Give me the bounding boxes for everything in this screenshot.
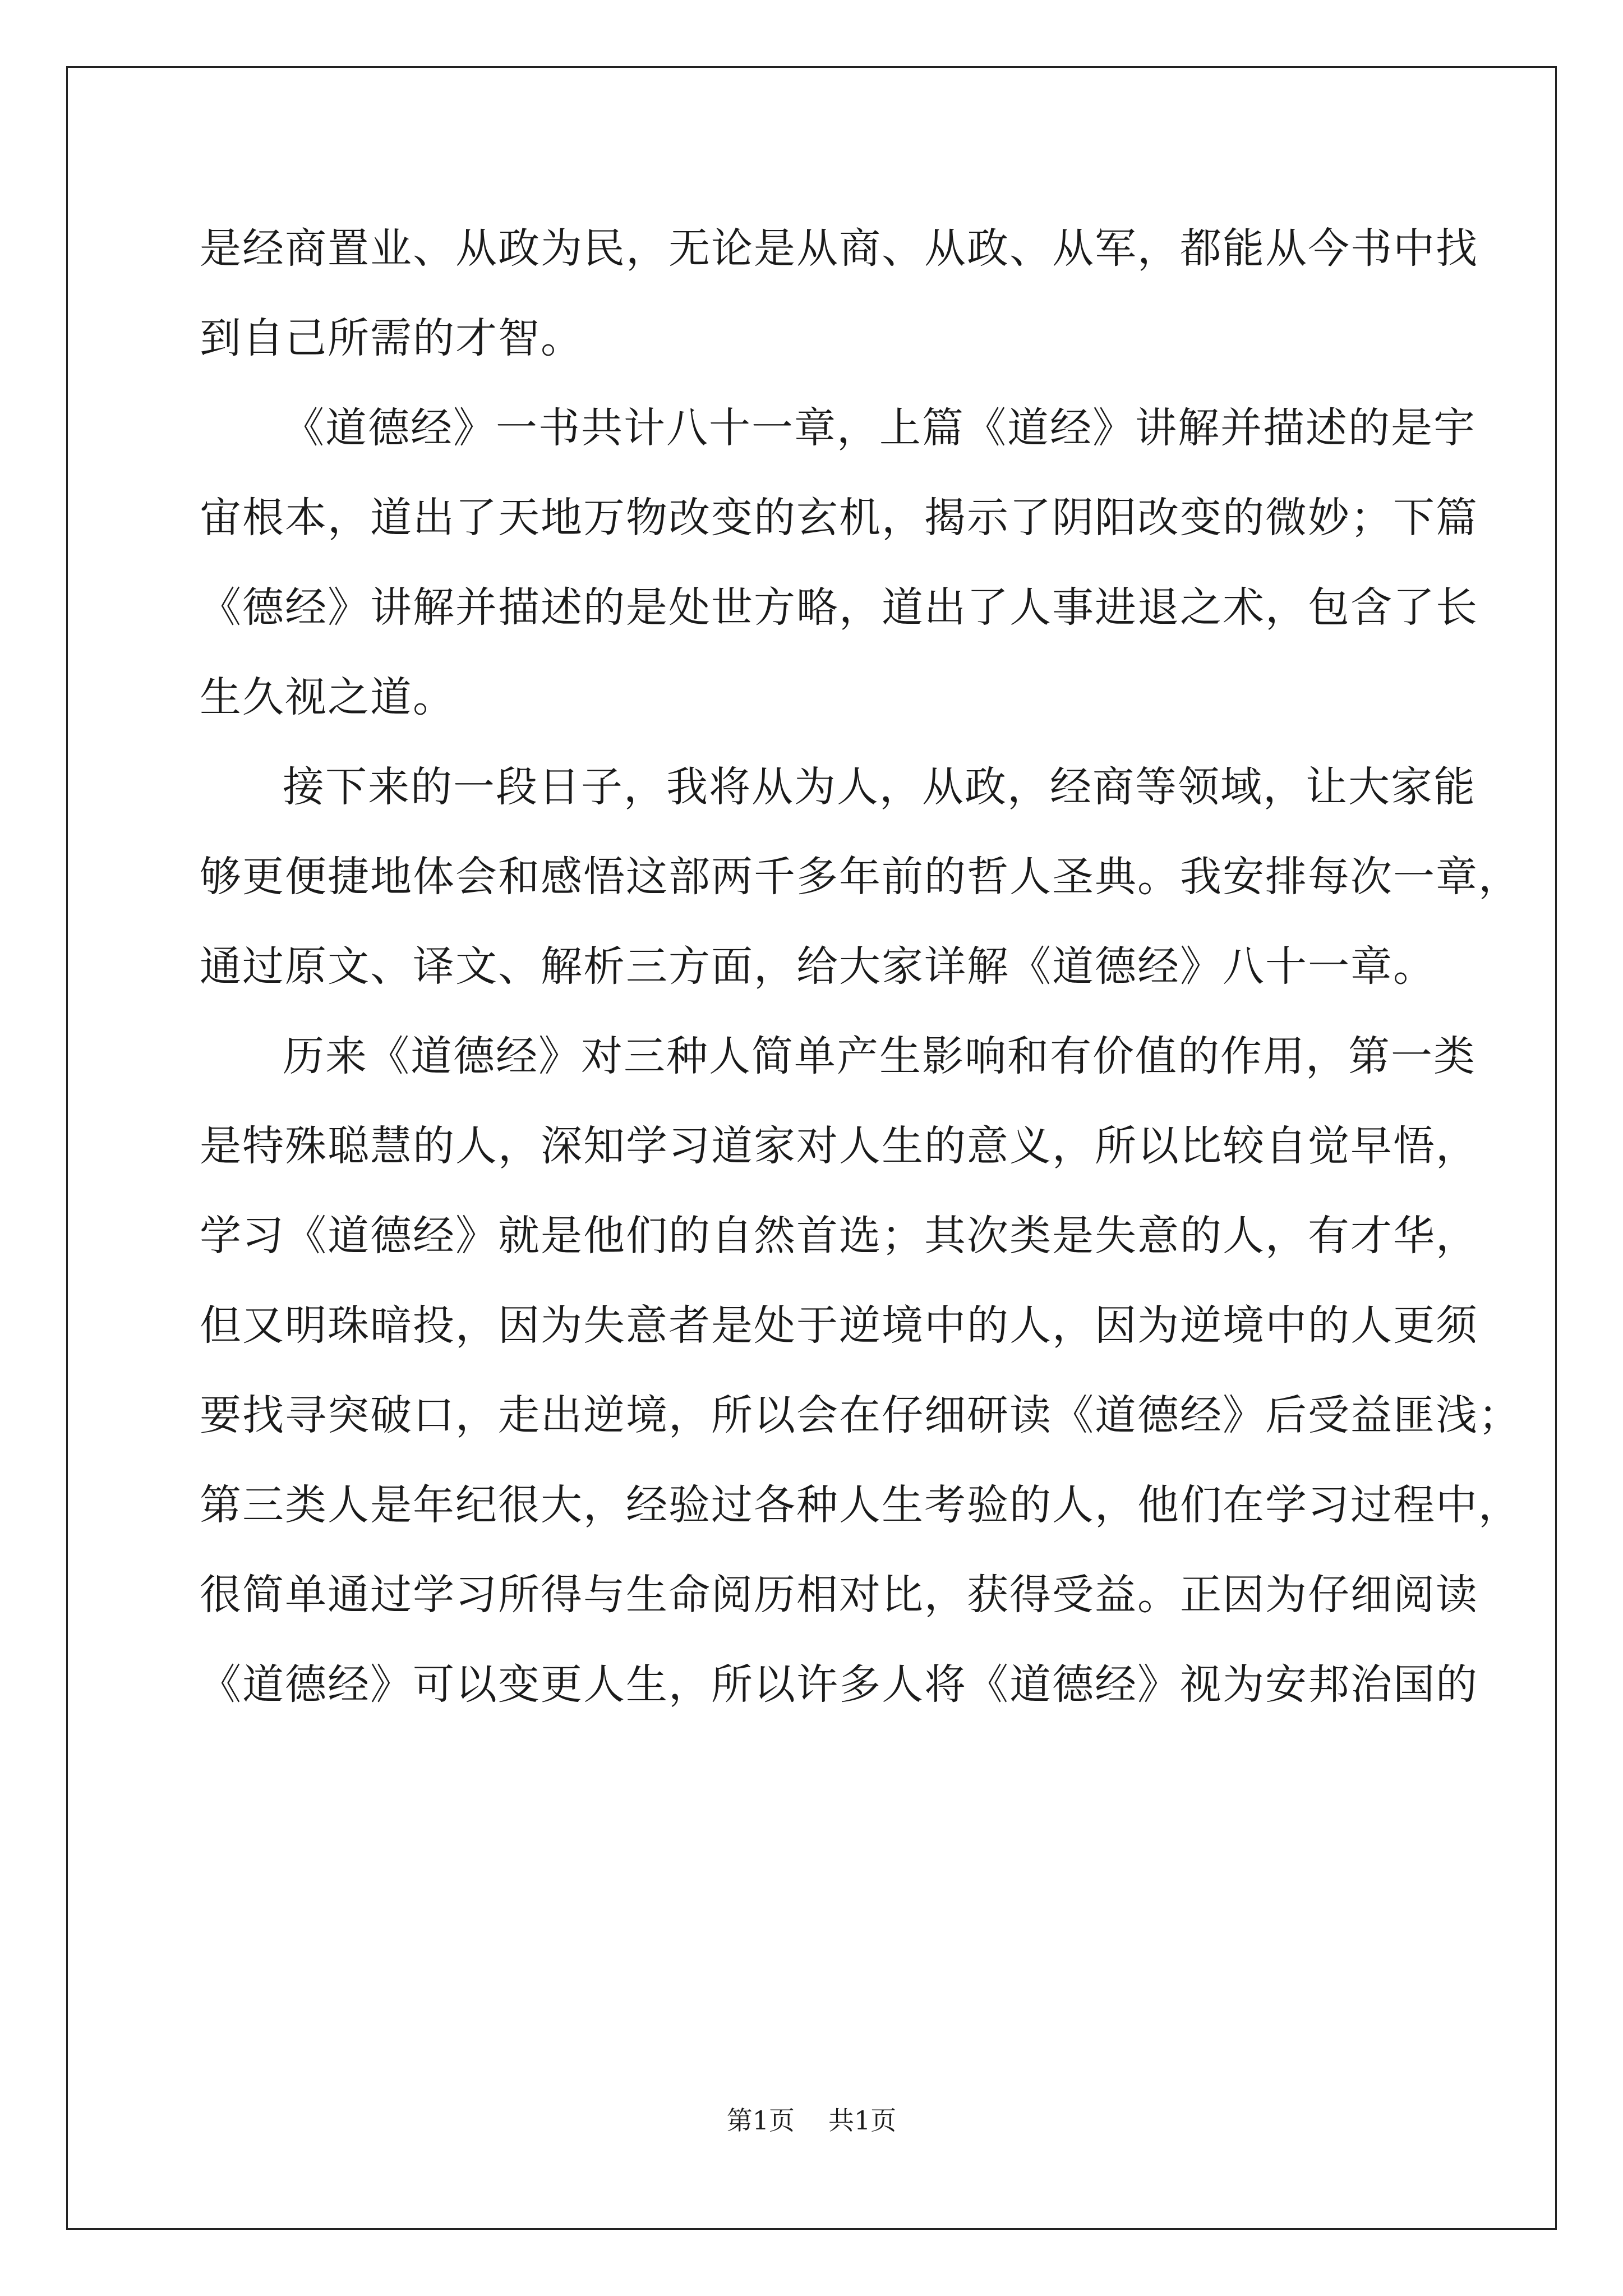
text-line: 《道德经》一书共计八十一章，上篇《道经》讲解并描述的是宇 bbox=[283, 404, 1476, 452]
page-number: 第1页 bbox=[726, 2105, 795, 2136]
text-line: 学习《道德经》就是他们的自然首选；其次类是失意的人，有才华， bbox=[200, 1212, 1478, 1260]
text-line: 历来《道德经》对三种人简单产生影响和有价值的作用，第一类 bbox=[283, 1032, 1476, 1080]
text-line: 到自己所需的才智。 bbox=[200, 314, 583, 362]
text-line: 《道德经》可以变更人生，所以许多人将《道德经》视为安邦治国的 bbox=[200, 1660, 1478, 1709]
text-line: 够更便捷地体会和感悟这部两千多年前的哲人圣典。我安排每次一章， bbox=[200, 853, 1521, 901]
text-line: 是特殊聪慧的人，深知学习道家对人生的意义，所以比较自觉早悟， bbox=[200, 1122, 1478, 1170]
text-line: 宙根本，道出了天地万物改变的玄机，揭示了阴阳改变的微妙；下篇 bbox=[200, 494, 1478, 542]
page-total: 共1页 bbox=[828, 2105, 897, 2136]
page-footer bbox=[0, 2104, 1623, 2137]
text-line: 要找寻突破口，走出逆境，所以会在仔细研读《道德经》后受益匪浅； bbox=[200, 1391, 1521, 1439]
text-line: 《德经》讲解并描述的是处世方略，道出了人事进退之术，包含了长 bbox=[200, 583, 1478, 632]
text-line: 生久视之道。 bbox=[200, 673, 455, 721]
text-line: 但又明珠暗投，因为失意者是处于逆境中的人，因为逆境中的人更须 bbox=[200, 1301, 1478, 1350]
text-line: 通过原文、译文、解析三方面，给大家详解《道德经》八十一章。 bbox=[200, 942, 1436, 991]
text-line: 是经商置业、从政为民，无论是从商、从政、从军，都能从今书中找 bbox=[200, 224, 1478, 273]
text-line: 很简单通过学习所得与生命阅历相对比，获得受益。正因为仔细阅读 bbox=[200, 1571, 1478, 1619]
text-line: 第三类人是年纪很大，经验过各种人生考验的人，他们在学习过程中， bbox=[200, 1481, 1521, 1529]
text-line: 接下来的一段日子，我将从为人，从政，经商等领域，让大家能 bbox=[283, 763, 1476, 811]
